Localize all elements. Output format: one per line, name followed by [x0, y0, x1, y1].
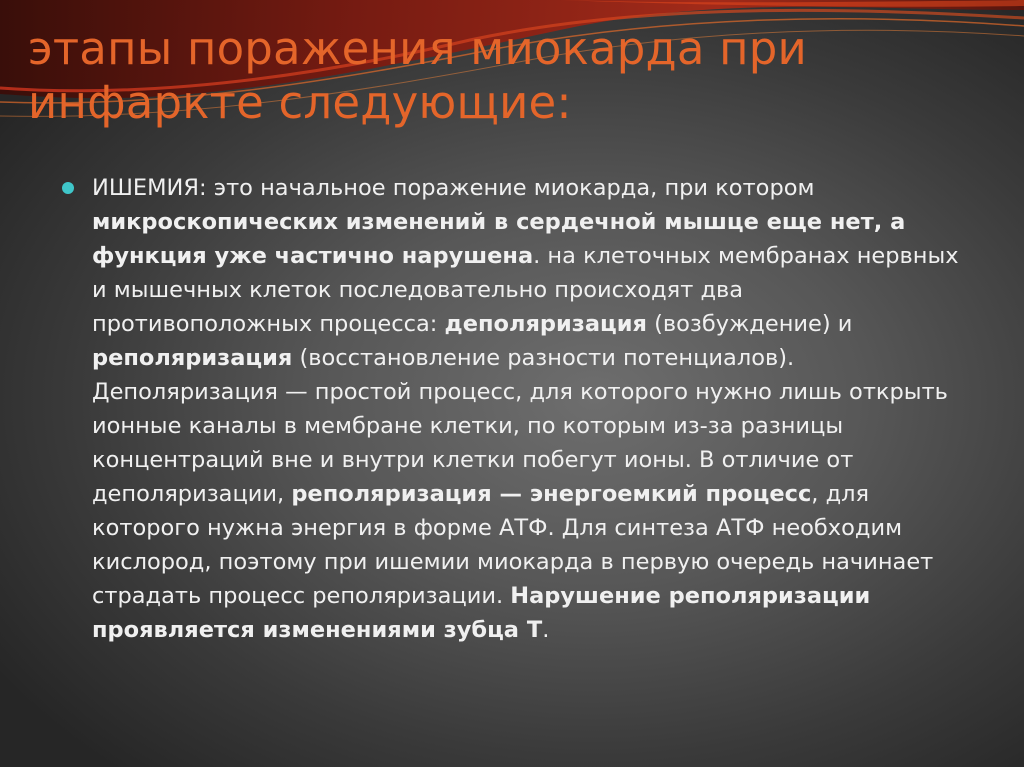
slide-content: [62, 171, 967, 647]
slide-title: [28, 22, 928, 130]
bold-segment: деполяризация: [444, 311, 647, 337]
text-segment: . на клеточных мембранах нервных и мышечных клеток последовательно происходят два противоположных процесса:: [92, 243, 959, 337]
bold-segment: микроскопических изменений в сердечной мышце еще нет, а функция уже частично нарушена: [92, 209, 906, 269]
text-segment: , для которого нужна энергия в форме АТФ. Для синтеза АТФ необходим кислород, поэтому при ишемии миокарда в первую очередь начинает страдать процесс реполяризации.: [92, 481, 934, 609]
text-segment: ИШЕМИЯ: это начальное поражение миокарда, при котором: [92, 175, 815, 201]
bold-segment: Нарушение реполяризации проявляется изменениями зубца Т: [92, 583, 871, 643]
title-line-2: инфаркте следующие:: [28, 76, 572, 129]
text-segment: (возбуждение) и: [646, 311, 853, 337]
bold-segment: реполяризация: [92, 345, 293, 371]
text-segment: (восстановление разности потенциалов). Деполяризация — простой процесс, для которого нужно лишь открыть ионные каналы в мембране клетки, по которым из-за разницы концентраций вне и внутри клетки побегут ионы. В отличие от деполяризации,: [92, 345, 948, 507]
bullet-item-ischemia: [62, 171, 967, 647]
title-line-1: этапы поражения миокарда при: [28, 22, 807, 75]
text-segment: .: [542, 617, 550, 643]
bold-segment: реполяризация — энергоемкий процесс: [291, 481, 812, 507]
bullet-dot-icon: [62, 182, 74, 194]
